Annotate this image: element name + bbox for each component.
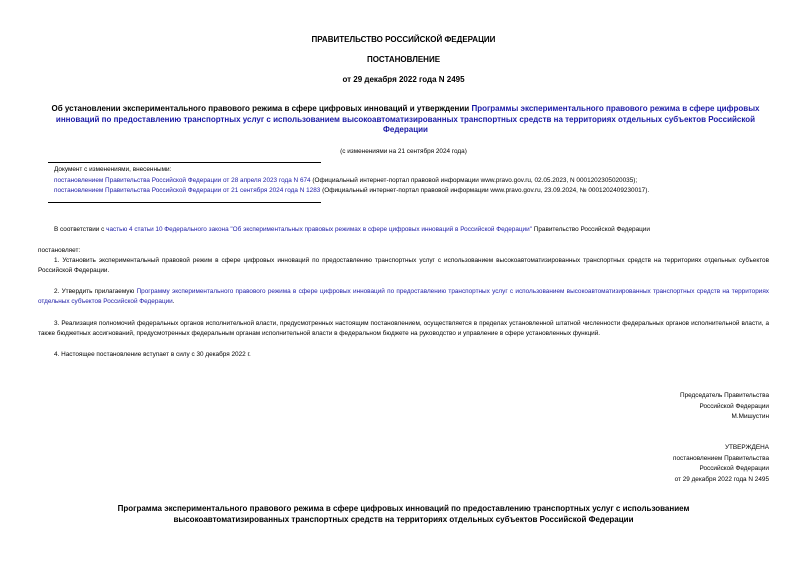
approval-heading: УТВЕРЖДЕНА [724, 444, 769, 451]
paragraph-4: 4. Настоящее постановление вступает в силу с 30 декабря 2022 г. [54, 351, 251, 358]
program-title: Программа экспериментального правового режима в сфере цифровых инноваций по предоставлению транспортных услуг с использованием высокоавтоматизированных транспортных средств на территориях отдельных субъектов Российской Федерации [117, 504, 690, 524]
program-link[interactable]: Программы экспериментального правового режима в сфере цифровых инноваций по предоставлению транспортных услуг с использованием высокоавтоматизированных транспортных средств на территориях отдельных субъектов Российской Федерации [55, 104, 760, 134]
amendments-block [54, 165, 774, 197]
paragraph-2-prefix: 2. Утвердить прилагаемую [54, 288, 137, 295]
paragraph-2 [38, 287, 769, 307]
signature-country: Российской Федерации [699, 402, 769, 410]
divider-top [48, 162, 321, 163]
amendment-item [54, 176, 774, 187]
signature-block [680, 391, 769, 423]
document-title [48, 104, 763, 136]
amendment-source-2023: (Официальный интернет-портал правовой информации www.pravo.gov.ru, 02.05.2023, N 0001202305020035); [310, 176, 638, 184]
intro-suffix: Правительство Российской Федерации [531, 226, 650, 233]
paragraph-3: 3. Реализация полномочий федеральных органов исполнительной власти, предусмотренных настоящим постановлением, осуществляется в пределах установленной штатной численности федеральных органов исполнительной власти, а также бюджетных ассигнований, предусмотренных федеральным органам исполнительной власти в федеральном бюджете на руководство и управление в сфере установленных функций. [38, 320, 769, 337]
divider-bottom [48, 202, 321, 203]
amendment-link-2023[interactable]: постановлением Правительства Российской Федерации от 28 апреля 2023 года N 674 [54, 176, 311, 184]
approval-stamp [673, 443, 769, 485]
amendments-heading: Документ с изменениями, внесенными: [54, 166, 172, 173]
amendment-link-2024[interactable]: постановлением Правительства Российской Федерации от 21 сентября 2024 года N 1283 [54, 187, 321, 194]
government-heading: ПРАВИТЕЛЬСТВО РОССИЙСКОЙ ФЕДЕРАЦИИ [311, 35, 496, 44]
changes-note: (с изменениями на 21 сентября 2024 года) [340, 148, 467, 155]
signature-title: Председатель Правительства [680, 392, 769, 399]
document-type: ПОСТАНОВЛЕНИЕ [366, 55, 441, 64]
amendment-source-2024: (Официальный интернет-портал правовой информации www.pravo.gov.ru, 23.09.2024, № 0001202409230017). [320, 187, 650, 194]
amendment-item [54, 186, 774, 197]
intro-paragraph [38, 225, 769, 235]
approval-line: постановлением Правительства [673, 454, 769, 462]
intro-prefix: В соответствии с [54, 226, 107, 233]
federal-law-link[interactable]: частью 4 статьи 10 Федерального закона "Об экспериментальных правовых режимах в сфере цифровых инноваций в Российской Федерации" [106, 226, 532, 233]
postanovlyaet-text: постановляет: [38, 247, 81, 254]
approval-date: от 29 декабря 2022 года N 2495 [674, 475, 769, 483]
paragraph-2-suffix: . [172, 298, 175, 305]
approval-line: Российской Федерации [699, 465, 769, 473]
program-approval-link[interactable]: Программу экспериментального правового режима в сфере цифровых инноваций по предоставлению транспортных услуг с использованием высокоавтоматизированных транспортных средств на территориях отдельных субъектов Российской Федерации [38, 288, 769, 305]
document-date-number: от 29 декабря 2022 года N 2495 [342, 75, 465, 84]
document-title-prefix: Об установлении экспериментального правового режима в сфере цифровых инноваций и утверждении [51, 104, 472, 113]
signature-name: М.Мишустин [731, 413, 769, 421]
paragraph-1: 1. Установить экспериментальный правовой режим в сфере цифровых инноваций по предоставлению транспортных услуг с использованием высокоавтоматизированных транспортных средств на территориях отдельных субъектов Российской Федерации. [38, 257, 769, 274]
